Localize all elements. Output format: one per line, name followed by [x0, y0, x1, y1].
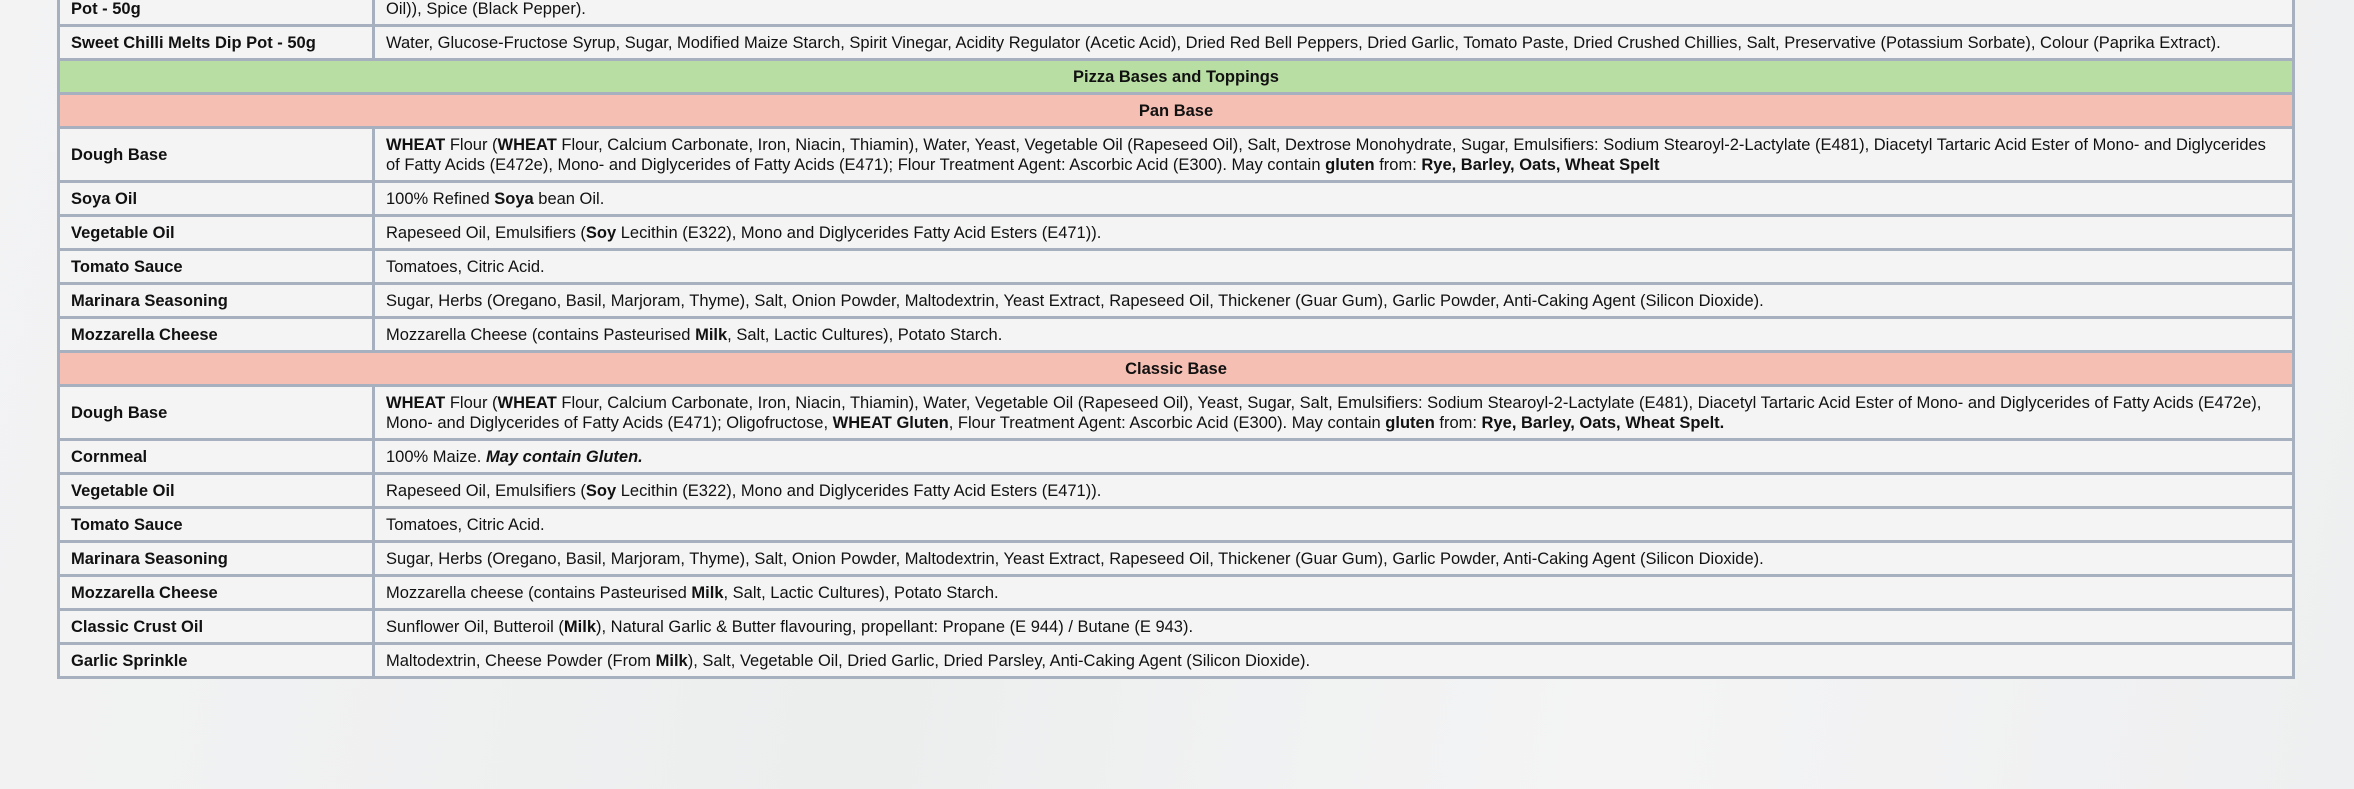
table-row	[59, 644, 2294, 678]
table-row	[59, 128, 2294, 182]
allergen-text: gluten	[1385, 413, 1435, 432]
table-row	[59, 440, 2294, 474]
table-row	[59, 610, 2294, 644]
ingredient-name: Dough Base	[59, 128, 374, 182]
ingredient-name: Marinara Seasoning	[59, 542, 374, 576]
ingredient-name: Classic Crust Oil	[59, 610, 374, 644]
ingredient-description	[374, 128, 2294, 182]
table-row	[59, 508, 2294, 542]
allergen-text: gluten	[1325, 155, 1375, 174]
description-text: Tomatoes, Citric Acid.	[386, 515, 545, 534]
ingredient-description	[374, 250, 2294, 284]
table-row	[59, 474, 2294, 508]
description-text: 100% Maize.	[386, 447, 486, 466]
allergen-text: WHEAT	[386, 393, 446, 412]
table-row	[59, 250, 2294, 284]
allergen-text: WHEAT	[497, 135, 557, 154]
description-text: ), Salt, Vegetable Oil, Dried Garlic, Dried Parsley, Anti-Caking Agent (Silicon Dioxide).	[687, 651, 1311, 670]
ingredient-name: Vegetable Oil	[59, 474, 374, 508]
description-text: Oil)), Spice (Black Pepper).	[386, 0, 586, 18]
section-title: Pizza Bases and Toppings	[59, 60, 2294, 94]
ingredient-name: Mozzarella Cheese	[59, 318, 374, 352]
description-text: Sunflower Oil, Butteroil (	[386, 617, 564, 636]
allergen-text: Milk	[563, 617, 596, 636]
description-text: Lecithin (E322), Mono and Diglycerides Fatty Acid Esters (E471)).	[616, 223, 1102, 242]
ingredient-description	[374, 542, 2294, 576]
ingredient-description	[374, 610, 2294, 644]
table-row	[59, 576, 2294, 610]
ingredient-name: Pot - 50g	[59, 0, 374, 26]
table-row	[59, 284, 2294, 318]
allergen-text: WHEAT Gluten	[832, 413, 949, 432]
ingredient-description	[374, 182, 2294, 216]
allergen-text: Milk	[695, 325, 728, 344]
description-text: from:	[1434, 413, 1482, 432]
description-text: Flour (	[445, 393, 498, 412]
ingredient-description	[374, 216, 2294, 250]
subsection-title: Pan Base	[59, 94, 2294, 128]
allergen-text: WHEAT	[497, 393, 557, 412]
ingredient-description	[374, 576, 2294, 610]
table-row	[59, 542, 2294, 576]
ingredients-table	[57, 0, 2295, 679]
table-row	[59, 0, 2294, 26]
ingredient-description	[374, 0, 2294, 26]
description-text: Flour, Calcium Carbonate, Iron, Niacin, Thiamin), Water, Yeast, Vegetable Oil (Rapeseed Oil), Salt, Dextrose Monohydrate, Sugar, Emulsifiers: Sodium Stearoyl-2-Lactylate (E481), Diacetyl Tartaric Acid Ester of Mono- and Diglycerides of Fatty Acids (E472e), Mono- and Diglycerides of Fatty Acids (E471); Flour Treatment Agent: Ascorbic Acid (E300). May contain	[386, 135, 2266, 174]
table-row	[59, 182, 2294, 216]
ingredient-description	[374, 284, 2294, 318]
description-text: , Flour Treatment Agent: Ascorbic Acid (E300). May contain	[948, 413, 1386, 432]
description-text: Water, Glucose-Fructose Syrup, Sugar, Modified Maize Starch, Spirit Vinegar, Acidity Regulator (Acetic Acid), Dried Red Bell Peppers, Dried Garlic, Tomato Paste, Dried Crushed Chillies, Salt, Preservative (Potassium Sorbate), Colour (Paprika Extract).	[386, 33, 2221, 52]
allergen-text: Rye, Barley, Oats, Wheat Spelt.	[1481, 413, 1725, 432]
ingredients-table-body	[59, 0, 2294, 678]
ingredient-description	[374, 26, 2294, 60]
allergen-text: May contain Gluten.	[485, 447, 643, 466]
ingredient-name: Sweet Chilli Melts Dip Pot - 50g	[59, 26, 374, 60]
description-text: ), Natural Garlic & Butter flavouring, propellant: Propane (E 944) / Butane (E 943).	[596, 617, 1194, 636]
allergen-text: Soy	[585, 223, 617, 242]
ingredient-name: Garlic Sprinkle	[59, 644, 374, 678]
ingredient-description	[374, 474, 2294, 508]
description-text: Flour, Calcium Carbonate, Iron, Niacin, Thiamin), Water, Vegetable Oil (Rapeseed Oil), Yeast, Sugar, Salt, Emulsifiers: Sodium Stearoyl-2-Lactylate (E481), Diacetyl Tartaric Acid Ester of Mono- and Diglycerides of Fatty Acids (E472e), Mono- and Diglycerides of Fatty Acids (E471); Oligofructose,	[386, 393, 2262, 432]
ingredient-description	[374, 440, 2294, 474]
subsection-title: Classic Base	[59, 352, 2294, 386]
allergen-text: Milk	[691, 583, 724, 602]
section-header-row	[59, 60, 2294, 94]
table-row	[59, 318, 2294, 352]
allergen-text: Milk	[655, 651, 688, 670]
allergen-text: Rye, Barley, Oats, Wheat Spelt	[1421, 155, 1660, 174]
ingredient-description	[374, 318, 2294, 352]
ingredient-description	[374, 644, 2294, 678]
ingredient-name: Marinara Seasoning	[59, 284, 374, 318]
description-text: Sugar, Herbs (Oregano, Basil, Marjoram, Thyme), Salt, Onion Powder, Maltodextrin, Yeast Extract, Rapeseed Oil, Thickener (Guar Gum), Garlic Powder, Anti-Caking Agent (Silicon Dioxide).	[386, 291, 1764, 310]
ingredient-description	[374, 386, 2294, 440]
description-text: Flour (	[445, 135, 498, 154]
description-text: Maltodextrin, Cheese Powder (From	[386, 651, 656, 670]
subsection-header-row	[59, 352, 2294, 386]
description-text: Mozzarella Cheese (contains Pasteurised	[386, 325, 696, 344]
description-text: Rapeseed Oil, Emulsifiers (	[386, 223, 586, 242]
allergen-text: Soya	[494, 189, 534, 208]
ingredient-name: Mozzarella Cheese	[59, 576, 374, 610]
description-text: Sugar, Herbs (Oregano, Basil, Marjoram, Thyme), Salt, Onion Powder, Maltodextrin, Yeast Extract, Rapeseed Oil, Thickener (Guar Gum), Garlic Powder, Anti-Caking Agent (Silicon Dioxide).	[386, 549, 1764, 568]
table-row	[59, 26, 2294, 60]
allergen-text: WHEAT	[386, 135, 446, 154]
ingredient-name: Tomato Sauce	[59, 508, 374, 542]
description-text: , Salt, Lactic Cultures), Potato Starch.	[723, 583, 999, 602]
table-row	[59, 216, 2294, 250]
ingredient-name: Vegetable Oil	[59, 216, 374, 250]
ingredient-name: Dough Base	[59, 386, 374, 440]
description-text: 100% Refined	[386, 189, 495, 208]
description-text: Lecithin (E322), Mono and Diglycerides Fatty Acid Esters (E471)).	[616, 481, 1102, 500]
ingredient-name: Tomato Sauce	[59, 250, 374, 284]
description-text: , Salt, Lactic Cultures), Potato Starch.	[727, 325, 1003, 344]
subsection-header-row	[59, 94, 2294, 128]
table-row	[59, 386, 2294, 440]
ingredient-name: Cornmeal	[59, 440, 374, 474]
description-text: Rapeseed Oil, Emulsifiers (	[386, 481, 586, 500]
description-text: from:	[1374, 155, 1422, 174]
ingredient-description	[374, 508, 2294, 542]
description-text: Mozzarella cheese (contains Pasteurised	[386, 583, 692, 602]
description-text: bean Oil.	[533, 189, 605, 208]
description-text: Tomatoes, Citric Acid.	[386, 257, 545, 276]
allergen-text: Soy	[585, 481, 617, 500]
ingredient-name: Soya Oil	[59, 182, 374, 216]
